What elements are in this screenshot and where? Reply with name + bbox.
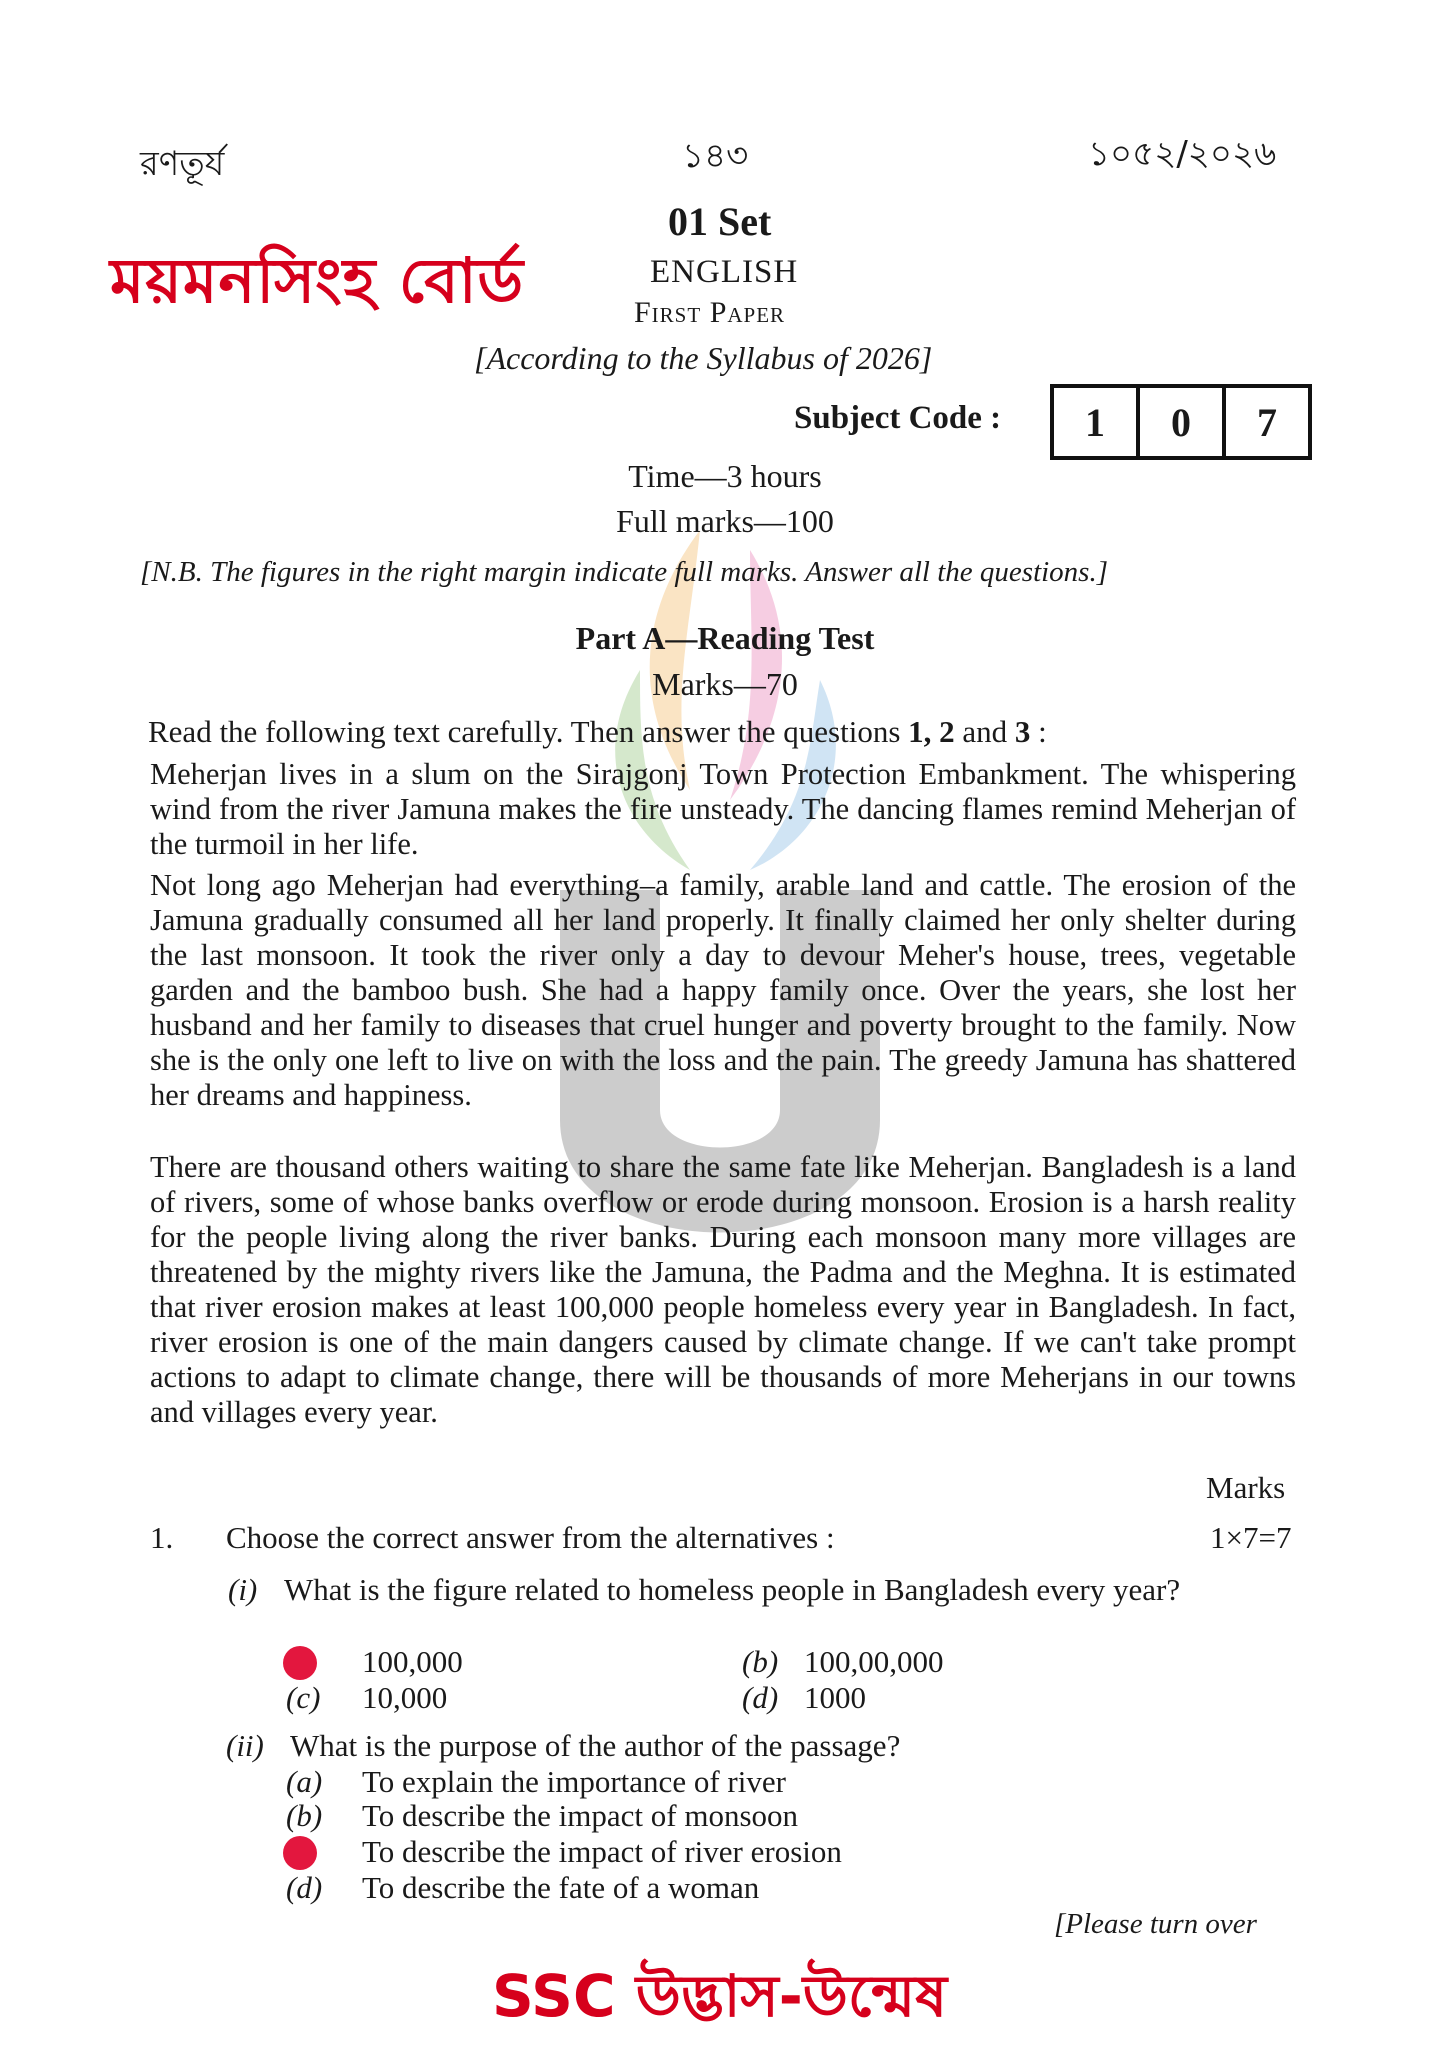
item-text: What is the figure related to homeless people in Bangladesh every year?: [284, 1572, 1181, 1607]
instruction-prefix: Read the following text carefully. Then answer the questions: [148, 714, 909, 749]
subject-code-digit: 7: [1257, 399, 1277, 445]
option-label: (b): [286, 1798, 323, 1833]
question-marks: 1×7=7: [1210, 1520, 1292, 1555]
option-label: (c): [286, 1680, 321, 1715]
nb-note: [N.B. The figures in the right margin indicate full marks. Answer all the questions.]: [140, 556, 1109, 588]
passage-paragraph-2: Not long ago Meherjan had everything–a family, arable land and cattle. The erosion of the Jamuna gradually consumed all her land properly. It finally claimed her only shelter during the last monsoon. It took the river only a day to devour Meher's house, trees, vegetable garden and the bamboo bush. She had a happy family once. Over the years, she lost her husband and her family to diseases that cruel hunger and poverty brought to the family. Now she is the only one left to live on with the loss and the pain. The greedy Jamuna has shattered her dreams and happiness.: [150, 868, 1296, 1112]
syllabus-note: [According to the Syllabus of 2026]: [474, 340, 933, 376]
instruction-and: and: [954, 714, 1015, 749]
subject-code-label: Subject Code :: [794, 400, 1002, 436]
selected-answer-marker: [283, 1646, 317, 1680]
header-center: ১৪৩: [682, 136, 749, 176]
subject-name: ENGLISH: [650, 254, 799, 290]
footer-brand: SSC উদ্ভাস-উন্মেষ: [492, 1962, 948, 2030]
option-text: To describe the impact of river erosion: [362, 1834, 842, 1869]
passage-instruction: [148, 714, 1047, 750]
option-text: 1000: [804, 1680, 866, 1715]
instruction-suffix: :: [1030, 714, 1047, 749]
part-title: Part A—Reading Test: [575, 620, 875, 656]
passage-paragraph-3: There are thousand others waiting to share the same fate like Meherjan. Bangladesh is a land of rivers, some of whose banks overflow or erode during monsoon. Erosion is a harsh reality for the people living along the river banks. During each monsoon many more villages are threatened by the mighty rivers like the Jamuna, the Padma and the Meghna. It is estimated that river erosion makes at least 100,000 people homeless every year in Bangladesh. In fact, river erosion is one of the main dangers caused by climate change. If we can't take prompt actions to adapt to climate change, there will be thousands of more Meherjans in our towns and villages every year.: [150, 1150, 1296, 1429]
marks-heading: Marks: [1206, 1470, 1286, 1505]
turn-over-note: [Please turn over: [1054, 1908, 1257, 1940]
part-marks: Marks—70: [652, 666, 798, 702]
option-text: To explain the importance of river: [362, 1764, 786, 1799]
option-text: 100,00,000: [804, 1644, 944, 1679]
time-info: Time—3 hours: [628, 458, 822, 494]
board-label: ময়মনসিংহ বোর্ড: [110, 244, 525, 317]
subject-code-digit: 0: [1140, 388, 1226, 456]
option-text: To describe the fate of a woman: [362, 1870, 760, 1905]
full-marks-info: Full marks—100: [616, 503, 834, 539]
subject-code-digit: 1: [1054, 388, 1140, 456]
instruction-nums: 1, 2: [908, 714, 955, 749]
option-label: (d): [286, 1870, 323, 1905]
subject-code-box: [1050, 384, 1312, 460]
question-text: Choose the correct answer from the alternatives :: [226, 1520, 835, 1555]
header-left: রণতূর্য: [140, 144, 225, 184]
set-label: 01 Set: [668, 199, 772, 244]
option-text: 100,000: [362, 1644, 463, 1679]
option-label: (b): [742, 1644, 779, 1679]
instruction-three: 3: [1014, 714, 1031, 749]
option-label: (d): [742, 1680, 779, 1715]
header-right: ১০৫২/২০২৬: [1088, 134, 1277, 174]
item-label: (ii): [226, 1728, 264, 1763]
selected-answer-marker: [283, 1836, 317, 1870]
option-label: (a): [286, 1764, 323, 1799]
item-text: What is the purpose of the author of the passage?: [290, 1728, 901, 1763]
paper-name: First Paper: [634, 296, 786, 329]
option-text: To describe the impact of monsoon: [362, 1798, 799, 1833]
passage-paragraph-1: Meherjan lives in a slum on the Sirajgonj Town Protection Embankment. The whispering wind from the river Jamuna makes the fire unsteady. The dancing flames remind Meherjan of the turmoil in her life.: [150, 757, 1296, 861]
option-text: 10,000: [362, 1680, 448, 1715]
item-label: (i): [228, 1572, 258, 1607]
question-number: 1.: [150, 1520, 174, 1555]
